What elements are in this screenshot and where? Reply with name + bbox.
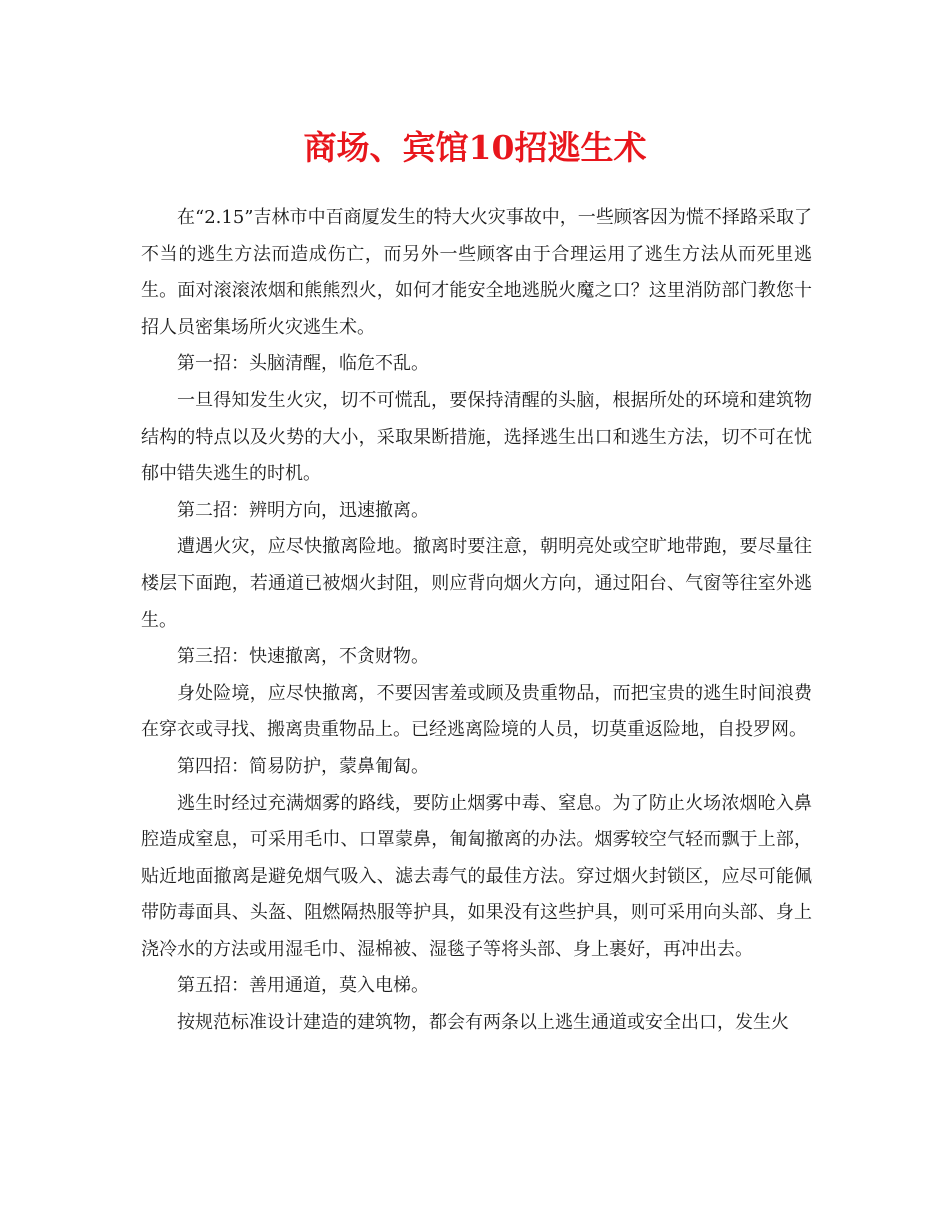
step-5-paragraph: 按规范标准设计建造的建筑物，都会有两条以上逃生通道或安全出口，发生火 (177, 1012, 789, 1034)
step-2-heading: 第二招：辨明方向，迅速撤离。 (177, 499, 429, 521)
step-4-heading: 第四招：简易防护，蒙鼻匍匐。 (177, 755, 429, 777)
step-2-paragraph: 遭遇火灾，应尽快撤离险地。撤离时要注意，朝明亮处或空旷地带跑，要尽量往楼层下面跑，若通道已被烟火封阻，则应背向烟火方向，通过阳台、气窗等往室外逃生。 (141, 536, 812, 631)
page-title: 商场、宾馆10招逃生术 (303, 128, 647, 167)
document-body (141, 200, 812, 1042)
step-3-heading: 第三招：快速撤离，不贪财物。 (177, 646, 429, 668)
step-5-heading: 第五招：善用通道，莫入电梯。 (177, 975, 429, 997)
intro-paragraph: 在“2.15”吉林市中百商厦发生的特大火灾事故中，一些顾客因为慌不择路采取了不当的逃生方法而造成伤亡，而另外一些顾客由于合理运用了逃生方法从而死里逃生。面对滚滚浓烟和熊熊烈火，如何才能安全地逃脱火魔之口？这里消防部门教您十招人员密集场所火灾逃生术。 (141, 207, 812, 338)
step-3-paragraph: 身处险境，应尽快撤离，不要因害羞或顾及贵重物品，而把宝贵的逃生时间浪费在穿衣或寻找、搬离贵重物品上。已经逃离险境的人员，切莫重返险地，自投罗网。 (141, 682, 812, 741)
step-1-paragraph: 一旦得知发生火灾，切不可慌乱，要保持清醒的头脑，根据所处的环境和建筑物结构的特点以及火势的大小，采取果断措施，选择逃生出口和逃生方法，切不可在忧郁中错失逃生的时机。 (141, 389, 812, 485)
step-4-paragraph: 逃生时经过充满烟雾的路线，要防止烟雾中毒、窒息。为了防止火场浓烟呛入鼻腔造成窒息，可采用毛巾、口罩蒙鼻，匍匐撤离的办法。烟雾较空气轻而飘于上部，贴近地面撤离是避免烟气吸入、滤去毒气的最佳方法。穿过烟火封锁区，应尽可能佩带防毒面具、头盔、阻燃隔热服等护具，如果没有这些护具，则可采用向头部、身上浇冷水的方法或用湿毛巾、湿棉被、湿毯子等将头部、身上裹好，再冲出去。 (141, 792, 812, 960)
step-1-heading: 第一招：头脑清醒，临危不乱。 (177, 353, 429, 375)
